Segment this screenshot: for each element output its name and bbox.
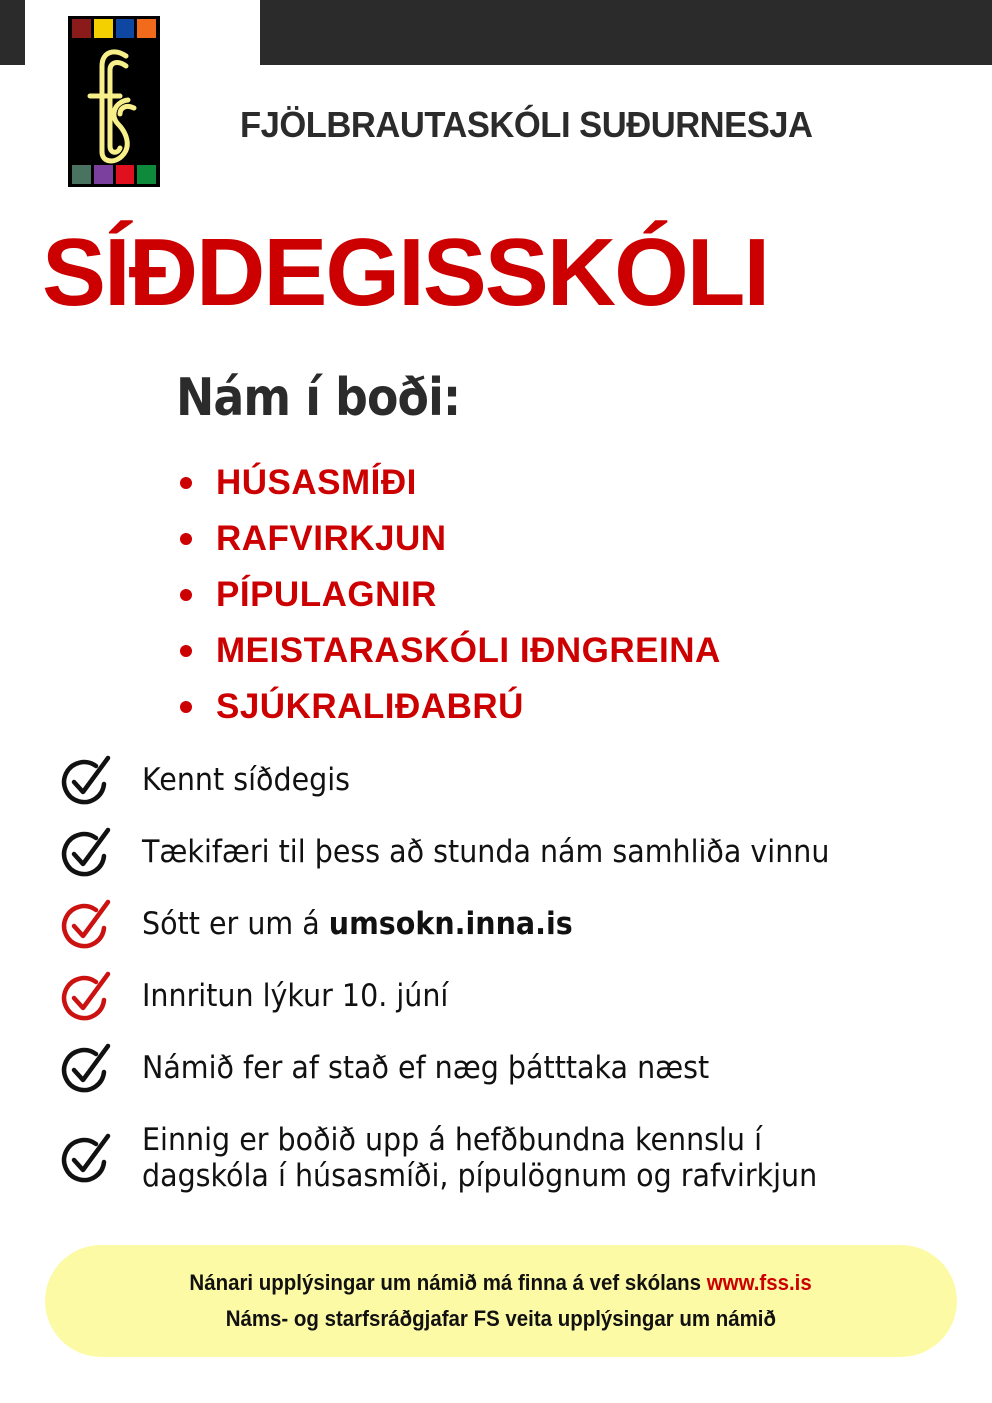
logo-color-strip-top: [72, 19, 156, 38]
checklist-item: [58, 968, 475, 1024]
program-item: [176, 511, 721, 567]
logo-square: [72, 19, 91, 38]
checklist-text: Innritun lýkur 10. júní: [142, 978, 449, 1014]
program-item: [176, 567, 721, 623]
logo-square: [94, 19, 113, 38]
check-circle-icon: [58, 752, 114, 808]
website-link[interactable]: www.fss.is: [707, 1270, 813, 1295]
page-title: SÍÐDEGISSKÓLI: [42, 219, 769, 326]
logo-square: [72, 165, 91, 184]
checklist-text: Tækifæri til þess að stunda nám samhliða vinnu: [142, 834, 830, 870]
info-box: [45, 1245, 957, 1357]
program-label: SJÚKRALIÐABRÚ: [216, 687, 524, 726]
program-item: [176, 455, 721, 511]
checklist-text: [142, 906, 573, 942]
bullet-icon: [180, 645, 192, 657]
checklist-item: [58, 752, 368, 808]
check-circle-icon: [58, 1130, 114, 1186]
logo-square: [137, 19, 156, 38]
school-name: FJÖLBRAUTASKÓLI SUÐURNESJA: [240, 104, 813, 145]
check-circle-icon: [58, 824, 114, 880]
program-label: RAFVIRKJUN: [216, 519, 447, 558]
fs-logo: [68, 16, 160, 187]
checklist-text: Kennt síðdegis: [142, 762, 351, 798]
bullet-icon: [180, 701, 192, 713]
info-line-counselors: Náms- og starfsráðgjafar FS veita upplýsingar um námið: [225, 1306, 777, 1331]
logo-square: [137, 165, 156, 184]
check-circle-icon: [58, 896, 114, 952]
info-line-website: [190, 1270, 812, 1296]
program-label: PÍPULAGNIR: [216, 575, 437, 614]
checklist-item: [58, 1122, 876, 1194]
checklist-text: Námið fer af stað ef næg þátttaka næst: [142, 1050, 710, 1086]
checklist-item: [58, 1040, 759, 1096]
logo-square: [94, 165, 113, 184]
fs-monogram-icon: [80, 46, 148, 166]
checklist-text-line: Einnig er boðið upp á hefðbundna kennslu í: [142, 1122, 762, 1158]
application-link[interactable]: umsokn.inna.is: [328, 906, 573, 942]
offer-heading: Nám í boði:: [176, 368, 461, 428]
check-circle-icon: [58, 968, 114, 1024]
program-label: MEISTARASKÓLI IÐNGREINA: [216, 631, 721, 670]
check-circle-icon: [58, 1040, 114, 1096]
header-bar-right: [260, 0, 992, 65]
program-label: HÚSASMÍÐI: [216, 463, 417, 502]
header-bar-left: [0, 0, 25, 65]
bullet-icon: [180, 477, 192, 489]
program-list: [176, 455, 721, 735]
bullet-icon: [180, 533, 192, 545]
checklist-text-line: dagskóla í húsasmíði, pípulögnum og rafvirkjun: [142, 1158, 818, 1194]
checklist-item: [58, 824, 889, 880]
logo-square: [116, 165, 135, 184]
checklist-text: [142, 1122, 817, 1194]
info-text: Nánari upplýsingar um námið má finna á vef skólans: [189, 1270, 708, 1295]
program-item: [176, 623, 721, 679]
checklist-item: [58, 896, 610, 952]
bullet-icon: [180, 589, 192, 601]
checklist-text-plain: Sótt er um á: [142, 906, 329, 942]
logo-square: [116, 19, 135, 38]
logo-color-strip-bottom: [72, 165, 156, 184]
program-item: [176, 679, 721, 735]
